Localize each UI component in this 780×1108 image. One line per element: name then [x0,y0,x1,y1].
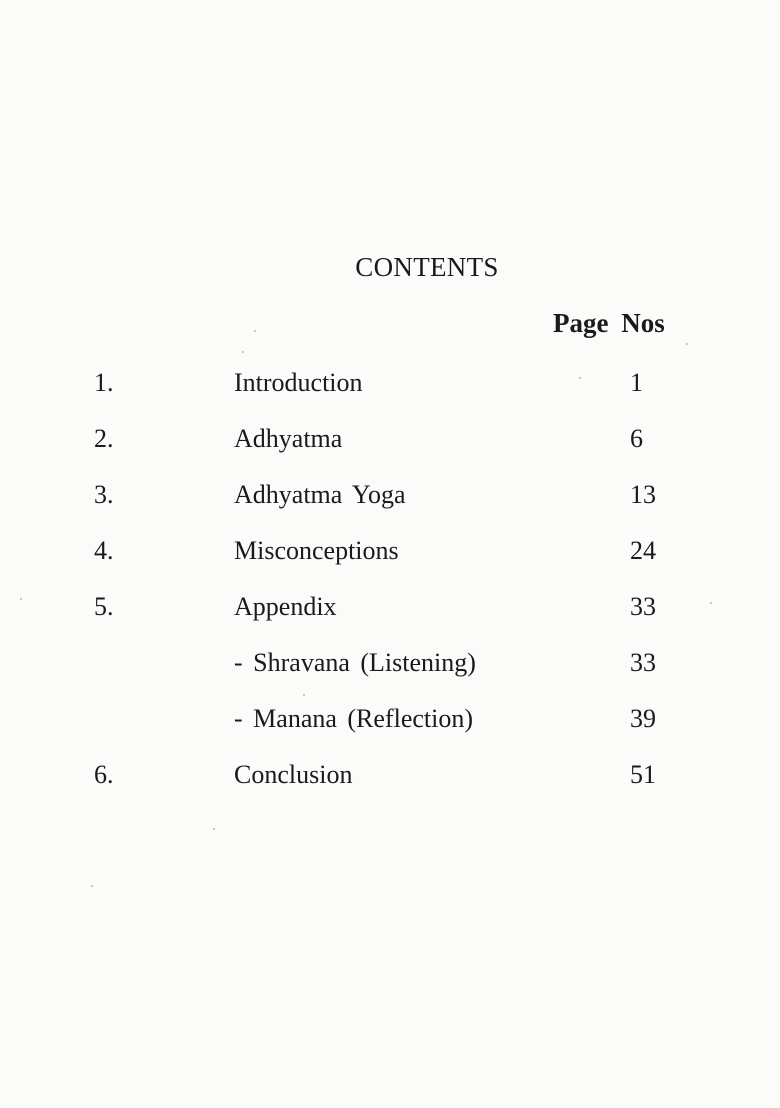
entry-page-number: 6 [630,424,643,453]
contents-heading: CONTENTS [355,252,499,282]
entry-title: Introduction [234,368,363,397]
entry-page-number: 24 [630,536,656,565]
contents-entry [0,592,780,632]
scan-speck [242,351,244,353]
contents-entry [0,760,780,800]
entry-page-number: 1 [630,368,643,397]
entry-page-number: 13 [630,480,656,509]
entry-title: Adhyatma [234,424,343,453]
entry-page-number: 39 [630,704,656,733]
entry-title: Misconceptions [234,536,399,565]
entry-number: 6. [94,760,114,789]
scan-speck [686,343,688,345]
entry-number: 2. [94,424,114,453]
entry-title: Appendix [234,592,337,621]
entry-title: - Shravana (Listening) [234,648,476,677]
contents-entry [0,424,780,464]
entry-title: - Manana (Reflection) [234,704,474,733]
contents-entry [0,368,780,408]
scan-speck [254,330,256,332]
entry-page-number: 33 [630,648,656,677]
scan-speck [303,694,305,696]
entry-number: 3. [94,480,114,509]
scan-speck [579,377,581,379]
entry-number: 5. [94,592,114,621]
scan-speck [710,602,712,604]
contents-entry [0,536,780,576]
entry-page-number: 33 [630,592,656,621]
entry-number: 1. [94,368,114,397]
entry-title: Adhyatma Yoga [234,480,406,509]
entry-number: 4. [94,536,114,565]
scan-speck [20,598,22,600]
contents-subentry [0,648,780,688]
scan-speck [213,828,215,830]
entry-title: Conclusion [234,760,353,789]
contents-subentry [0,704,780,744]
entry-page-number: 51 [630,760,656,789]
scan-speck [91,885,93,887]
contents-entry [0,480,780,520]
page-nos-header: Page Nos [553,308,665,338]
